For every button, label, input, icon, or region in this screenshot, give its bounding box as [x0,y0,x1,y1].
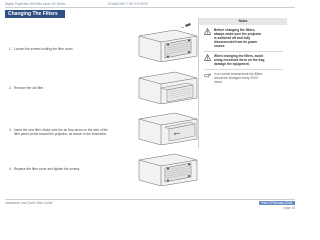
illustration-loosen-screws [135,22,200,62]
warning-icon [204,54,211,61]
hand-pointing-icon [204,72,211,79]
step-number: 3. [9,128,12,132]
header-section-name: CHANGING THE FILTERS [108,2,149,6]
note-text: In a normal environment the filters should be changed every 2000 hours. [214,72,263,84]
step-2 [9,86,124,90]
illustration-replace-cover [135,146,200,186]
step-text: Loosen the screws holding the filter cover. [14,47,74,51]
notes-title: Notes [199,18,287,25]
step-text: Replace the filter cover and tighten the screws. [14,167,81,171]
warning-icon [204,28,211,35]
step-text: Remove the old filter. [14,86,44,90]
note-divider [204,51,283,52]
footer-page-number: page 15 [283,206,295,210]
header-product-name: Digital Projection HIGHlite Laser 3D Series [5,2,66,6]
step-number: 4. [9,167,12,171]
footer-revision-date: Rev C February 2015 [259,201,295,205]
note-divider [204,69,283,70]
notes-panel [198,18,287,148]
page-title-bar [5,10,65,18]
illustration-insert-filter [135,105,200,145]
step-3 [9,128,124,136]
step-4 [9,167,124,171]
page-title: Changing The Filters [8,11,58,18]
header-divider [5,7,295,8]
step-1 [9,47,124,51]
note-text: When changing the filters, avoid using excessive force on the tray, damage the equipment. [214,54,265,66]
note-text: Before changing the filters, always make sure the projector is switched off and fully disconnected from its power source. [214,28,262,48]
step-number: 2. [9,86,12,90]
step-number: 1. [9,47,12,51]
step-text: Insert the new filter. Make sure the air flow arrow on the side of the filter panel points toward the projector, as shown in the illustration. [14,128,108,137]
footer-guide-name: Installation and Quick Start Guide [5,201,53,205]
footer-divider [5,199,295,200]
illustration-remove-filter [135,64,200,104]
